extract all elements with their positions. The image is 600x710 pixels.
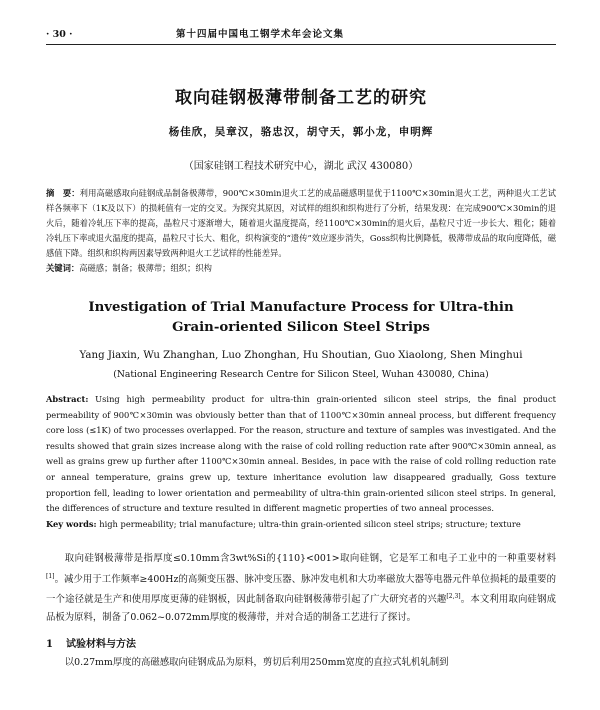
- journal-title: 第十四届中国电工钢学术年会论文集: [176, 29, 345, 40]
- keywords-en-text: high permeability; trial manufacture; ultra-thin grain-oriented silicon steel strips; structure; texture: [99, 518, 521, 529]
- paper-title-en: [46, 298, 556, 338]
- intro-text-3: 。本文利用取向硅钢成品板为原料，制备了0.062~0.072mm厚度的极薄带，并对合适的制备工艺进行了探讨。: [46, 594, 556, 624]
- abstract-en: [46, 392, 556, 517]
- abstract-cn-label: 摘 要：: [46, 188, 80, 198]
- citation-1: [1]: [46, 572, 55, 580]
- keywords-cn-label: 关键词：: [46, 263, 80, 273]
- abstract-en-label: Abstract:: [46, 394, 89, 404]
- paper-title-en-line1: Investigation of Trial Manufacture Process for Ultra-thin: [88, 300, 514, 315]
- keywords-en: [46, 517, 556, 533]
- abstract-cn-text: 利用高磁感取向硅钢成品制备极薄带，900℃×30min退火工艺的成品磁感明显优于1100℃×30min退火工艺，两种退火工艺试样各频率下（1K及以下）的损耗值有一定的交叉。为探究其原因，对试样的组织和织构进行了分析，结果发现：在完成900℃×30min的退火后，随着冷轧压下率的提高，晶粒尺寸逐渐增大，随着退火温度提高，经1100℃×30min的退火后，晶粒尺寸近一步长大、粗化；随着冷轧压下率或退火温度的提高，晶粒尺寸长大、粗化，织构演变的“遗传”效应逐步消失，Goss织构比例降低，极薄带成品的取向度降低，磁感值下降。组织和织构两因素导致两种退火工艺试样的性能差异。: [46, 188, 556, 258]
- running-header: [46, 26, 556, 45]
- section-paragraph: 以0.27mm厚度的高磁感取向硅钢成品为原料，剪切后利用250mm宽度的直拉式轧机轧制到: [64, 656, 449, 668]
- abstract-en-text: Using high permeability product for ultra-thin grain-oriented silicon steel strips, the final product permeability of 900℃×30min was obviously better than that of 1100℃×30min anneal process, but different frequency core loss (≤1K) of two processes overlapped. For the reason, structure and texture of samples was investigated. And the results showed that grain sizes increase along with the raise of cold rolling reduction rate after 900℃×30min anneal, as well as grains grew up further after 1100℃×30min anneal. Besides, in pace with the raise of cold rolling reduction rate or anneal temperature, grains grew up, texture inheritance evolution law disappeared gradually, Goss texture proportion fell, leading to lower orientation and permeability of ultra-thin grain-oriented silicon steel strips. In general, the differences of structure and texture resulted in different magnetic properties of two anneal processes.: [46, 394, 557, 514]
- affiliation-cn: （国家硅钢工程技术研究中心，湖北 武汉 430080）: [183, 161, 419, 172]
- keywords-en-label: Key words:: [46, 518, 97, 529]
- intro-text-2: 。减少用于工作频率≥400Hz的高频变压器、脉冲变压器、脉冲发电机和大功率磁放大器等电器元件单位损耗的最重要的一个途径就是生产和使用厚度更薄的硅钢板，因此制备取向硅钢极薄带引起了广大研究者的兴趣: [46, 573, 556, 606]
- section-heading: [46, 635, 556, 650]
- keywords-cn-text: 高磁感；制备；极薄带；组织；织构: [79, 263, 212, 273]
- citation-2: [2,3]: [446, 593, 461, 601]
- keywords-cn: [46, 261, 556, 276]
- section-title: 试验材料与方法: [66, 638, 136, 650]
- intro-text-1: 取向硅钢极薄带是指厚度≤0.10mm含3wt%Si的{110}<001>取向硅钢，它是军工和电子工业中的一种重要材料: [64, 553, 556, 565]
- paper-title-en-line2: Grain-oriented Silicon Steel Strips: [172, 320, 430, 335]
- authors-en: Yang Jiaxin, Wu Zhanghan, Luo Zhonghan, Hu Shoutian, Guo Xiaolong, Shen Minghui: [79, 350, 523, 361]
- abstract-cn: [46, 186, 556, 261]
- page-number: · 30 ·: [46, 29, 73, 40]
- affiliation-en: (National Engineering Research Centre for Silicon Steel, Wuhan 430080, China): [113, 369, 489, 380]
- intro-paragraph: [46, 550, 556, 626]
- authors-cn: 杨佳欣，吴章汉，骆忠汉，胡守天，郭小龙，申明辉: [168, 126, 434, 138]
- paper-title-cn: 取向硅钢极薄带制备工艺的研究: [175, 88, 427, 108]
- section-number: 1: [46, 638, 53, 650]
